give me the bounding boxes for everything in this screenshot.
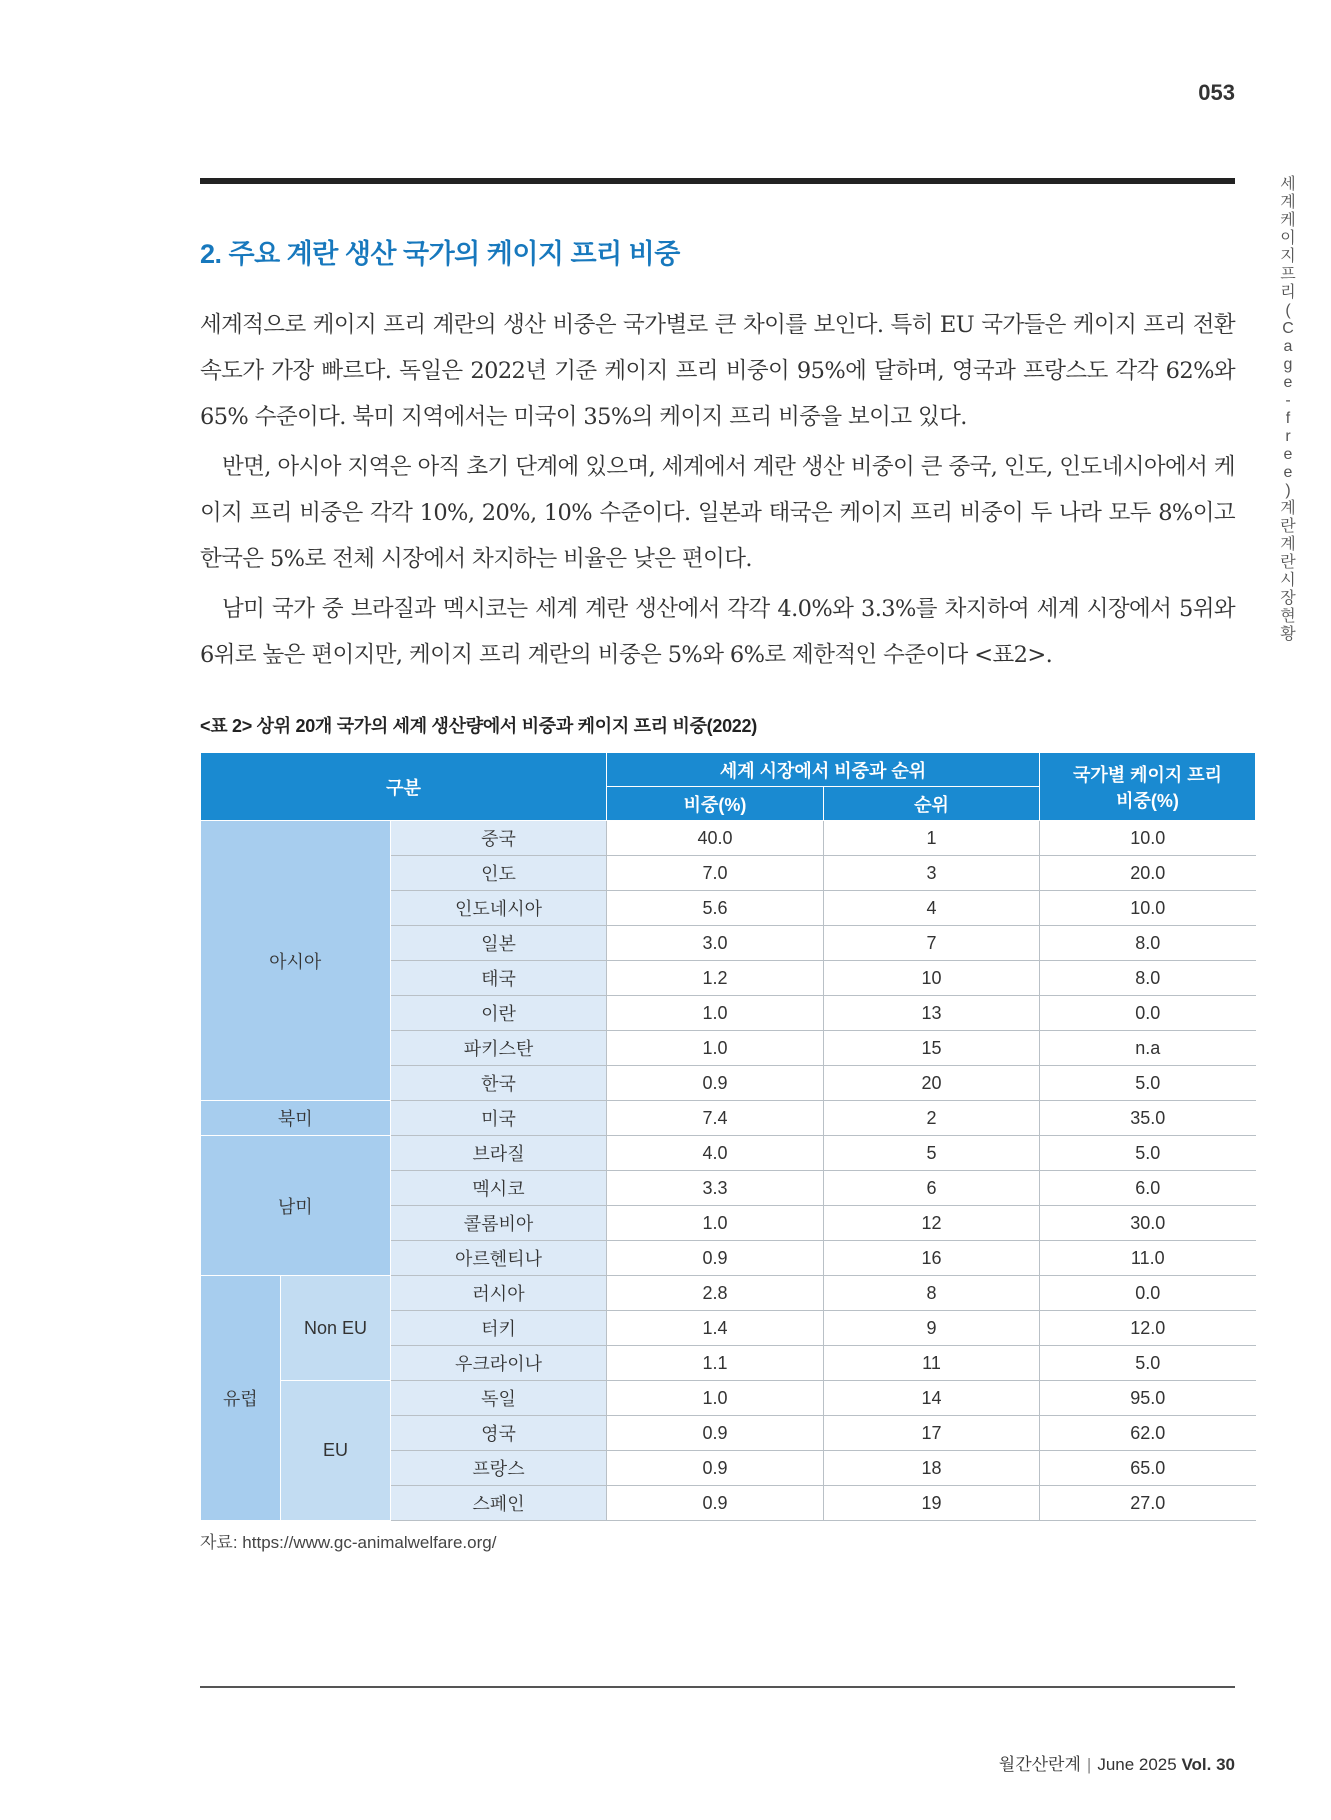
country-cell: 아르헨티나 [391, 1241, 607, 1276]
cage-free-cell: 95.0 [1040, 1381, 1256, 1416]
country-cell: 터키 [391, 1311, 607, 1346]
side-title-char: 황 [1280, 626, 1296, 643]
footer [900, 1750, 1235, 1775]
share-cell: 1.4 [607, 1311, 824, 1346]
table-row [201, 1381, 1256, 1416]
cage-free-cell: 20.0 [1040, 856, 1256, 891]
share-cell: 3.0 [607, 926, 824, 961]
share-cell: 1.0 [607, 1031, 824, 1066]
country-cell: 인도 [391, 856, 607, 891]
share-cell: 2.8 [607, 1276, 824, 1311]
section-title: 2. 주요 계란 생산 국가의 케이지 프리 비중 [200, 239, 680, 269]
cage-free-cell: 10.0 [1040, 821, 1256, 856]
share-cell: 1.1 [607, 1346, 824, 1381]
share-cell: 5.6 [607, 891, 824, 926]
share-cell: 0.9 [607, 1066, 824, 1101]
side-title-char: 시 [1280, 572, 1296, 589]
table-row [201, 1136, 1256, 1171]
cage-free-cell: 65.0 [1040, 1451, 1256, 1486]
share-cell: 40.0 [607, 821, 824, 856]
side-title-char: e [1283, 464, 1293, 481]
share-cell: 1.2 [607, 961, 824, 996]
cage-free-cell: 6.0 [1040, 1171, 1256, 1206]
rank-cell: 20 [824, 1066, 1040, 1101]
country-cell: 스페인 [391, 1486, 607, 1521]
rank-cell: 9 [824, 1311, 1040, 1346]
share-cell: 1.0 [607, 996, 824, 1031]
share-cell: 0.9 [607, 1416, 824, 1451]
footer-separator: | [1086, 1755, 1092, 1774]
table-row [201, 1101, 1256, 1136]
paragraph-3: 남미 국가 중 브라질과 멕시코는 세계 계란 생산에서 각각 4.0%와 3.3%를 차지하여 세계 시장에서 5위와 6위로 높은 편이지만, 케이지 프리 계란의 비중은 5%와 6%로 제한적인 수준이다 <표2>. [200, 596, 1235, 668]
country-cell: 한국 [391, 1066, 607, 1101]
region-north-america: 북미 [201, 1101, 391, 1136]
header-rank: 순위 [824, 787, 1040, 821]
body-text [200, 302, 1235, 682]
header-cage-free-line1: 국가별 케이지 프리 [1072, 764, 1223, 785]
cage-free-cell: 35.0 [1040, 1101, 1256, 1136]
country-cell: 영국 [391, 1416, 607, 1451]
rank-cell: 14 [824, 1381, 1040, 1416]
share-cell: 0.9 [607, 1241, 824, 1276]
region-south-america: 남미 [201, 1136, 391, 1276]
cage-free-cell: 62.0 [1040, 1416, 1256, 1451]
region-asia: 아시아 [201, 821, 391, 1101]
side-title-char: a [1283, 338, 1293, 355]
side-title-char: 계 [1280, 500, 1296, 517]
side-title-char: 현 [1280, 608, 1296, 625]
rank-cell: 8 [824, 1276, 1040, 1311]
country-cell: 멕시코 [391, 1171, 607, 1206]
cage-free-cell: 5.0 [1040, 1066, 1256, 1101]
country-cell: 인도네시아 [391, 891, 607, 926]
side-title-char: - [1285, 392, 1291, 409]
side-title-char: r [1285, 428, 1291, 445]
side-title-char: f [1285, 410, 1291, 427]
region-europe: 유럽 [201, 1276, 281, 1521]
cage-free-cell: 5.0 [1040, 1136, 1256, 1171]
side-title-char: 이 [1280, 230, 1296, 247]
paragraph-1: 세계적으로 케이지 프리 계란의 생산 비중은 국가별로 큰 차이를 보인다. 특히 EU 국가들은 케이지 프리 전환 속도가 가장 빠르다. 독일은 2022년 기준 케이지 프리 비중이 95%에 달하며, 영국과 프랑스도 각각 62%와 65% 수준이다. 북미 지역에서는 미국이 35%의 케이지 프리 비중을 보이고 있다. [200, 312, 1235, 430]
rank-cell: 3 [824, 856, 1040, 891]
cage-free-cell: 12.0 [1040, 1311, 1256, 1346]
side-title-char: 란 [1280, 554, 1296, 571]
source-note: 자료: https://www.gc-animalwelfare.org/ [200, 1533, 497, 1552]
country-cell: 파키스탄 [391, 1031, 607, 1066]
rank-cell: 17 [824, 1416, 1040, 1451]
side-running-title [1276, 176, 1300, 644]
cage-free-cell: 0.0 [1040, 996, 1256, 1031]
rank-cell: 11 [824, 1346, 1040, 1381]
country-cell: 이란 [391, 996, 607, 1031]
side-title-char: 케 [1280, 212, 1296, 229]
rank-cell: 13 [824, 996, 1040, 1031]
share-cell: 1.0 [607, 1206, 824, 1241]
side-title-char: e [1283, 374, 1293, 391]
rank-cell: 4 [824, 891, 1040, 926]
side-title-char: 리 [1280, 284, 1296, 301]
country-cell: 콜롬비아 [391, 1206, 607, 1241]
share-cell: 0.9 [607, 1486, 824, 1521]
rank-cell: 19 [824, 1486, 1040, 1521]
country-cell: 중국 [391, 821, 607, 856]
country-cell: 미국 [391, 1101, 607, 1136]
country-cell: 독일 [391, 1381, 607, 1416]
side-title-char: 계 [1280, 194, 1296, 211]
rank-cell: 12 [824, 1206, 1040, 1241]
side-title-char: e [1283, 446, 1293, 463]
header-category: 구분 [201, 753, 607, 821]
cage-free-cell: 27.0 [1040, 1486, 1256, 1521]
rank-cell: 7 [824, 926, 1040, 961]
rank-cell: 6 [824, 1171, 1040, 1206]
paragraph-2: 반면, 아시아 지역은 아직 초기 단계에 있으며, 세계에서 계란 생산 비중이 큰 중국, 인도, 인도네시아에서 케이지 프리 비중은 각각 10%, 20%, 10% 수준이다. 일본과 태국은 케이지 프리 비중이 두 나라 모두 8%이고 한국은 5%로 전체 시장에서 차지하는 비율은 낮은 편이다. [200, 454, 1235, 572]
cage-free-cell: 30.0 [1040, 1206, 1256, 1241]
rank-cell: 2 [824, 1101, 1040, 1136]
footer-volume: Vol. 30 [1181, 1755, 1235, 1774]
country-cell: 우크라이나 [391, 1346, 607, 1381]
table-row [201, 1276, 1256, 1311]
side-title-char: C [1282, 320, 1294, 337]
side-title-char: g [1283, 356, 1293, 373]
cage-free-cell: 11.0 [1040, 1241, 1256, 1276]
share-cell: 1.0 [607, 1381, 824, 1416]
side-title-char: 프 [1280, 266, 1296, 283]
cage-free-cell: 0.0 [1040, 1276, 1256, 1311]
country-cell: 일본 [391, 926, 607, 961]
rank-cell: 1 [824, 821, 1040, 856]
side-title-char: 지 [1280, 248, 1296, 265]
table-row [201, 821, 1256, 856]
share-cell: 3.3 [607, 1171, 824, 1206]
bottom-divider [200, 1686, 1235, 1688]
header-world-share-group: 세계 시장에서 비중과 순위 [607, 753, 1040, 787]
side-title-char: 계 [1280, 536, 1296, 553]
country-cell: 브라질 [391, 1136, 607, 1171]
header-cage-free [1040, 753, 1256, 821]
subregion-eu: EU [281, 1381, 391, 1521]
rank-cell: 10 [824, 961, 1040, 996]
table-caption: <표 2> 상위 20개 국가의 세계 생산량에서 비중과 케이지 프리 비중(2022) [200, 716, 757, 736]
cage-free-cell: 8.0 [1040, 926, 1256, 961]
rank-cell: 16 [824, 1241, 1040, 1276]
share-cell: 7.4 [607, 1101, 824, 1136]
rank-cell: 5 [824, 1136, 1040, 1171]
rank-cell: 15 [824, 1031, 1040, 1066]
share-cell: 7.0 [607, 856, 824, 891]
cage-free-cell: 5.0 [1040, 1346, 1256, 1381]
side-title-char: 세 [1280, 176, 1296, 193]
cage-free-cell: n.a [1040, 1031, 1256, 1066]
footer-date: June 2025 [1097, 1755, 1177, 1774]
side-title-char: ( [1285, 302, 1291, 319]
share-cell: 4.0 [607, 1136, 824, 1171]
share-cell: 0.9 [607, 1451, 824, 1486]
top-divider [200, 178, 1235, 184]
footer-publication: 월간산란계 [998, 1755, 1081, 1774]
country-cell: 태국 [391, 961, 607, 996]
side-title-char: 장 [1280, 590, 1296, 607]
rank-cell: 18 [824, 1451, 1040, 1486]
page-number: 053 [1198, 80, 1235, 105]
cage-free-table [200, 752, 1256, 1521]
cage-free-cell: 10.0 [1040, 891, 1256, 926]
header-share: 비중(%) [607, 787, 824, 821]
country-cell: 프랑스 [391, 1451, 607, 1486]
side-title-char: 란 [1280, 518, 1296, 535]
subregion-non-eu: Non EU [281, 1276, 391, 1381]
side-title-char: ) [1285, 482, 1291, 499]
cage-free-cell: 8.0 [1040, 961, 1256, 996]
country-cell: 러시아 [391, 1276, 607, 1311]
header-cage-free-line2: 비중(%) [1116, 790, 1179, 811]
